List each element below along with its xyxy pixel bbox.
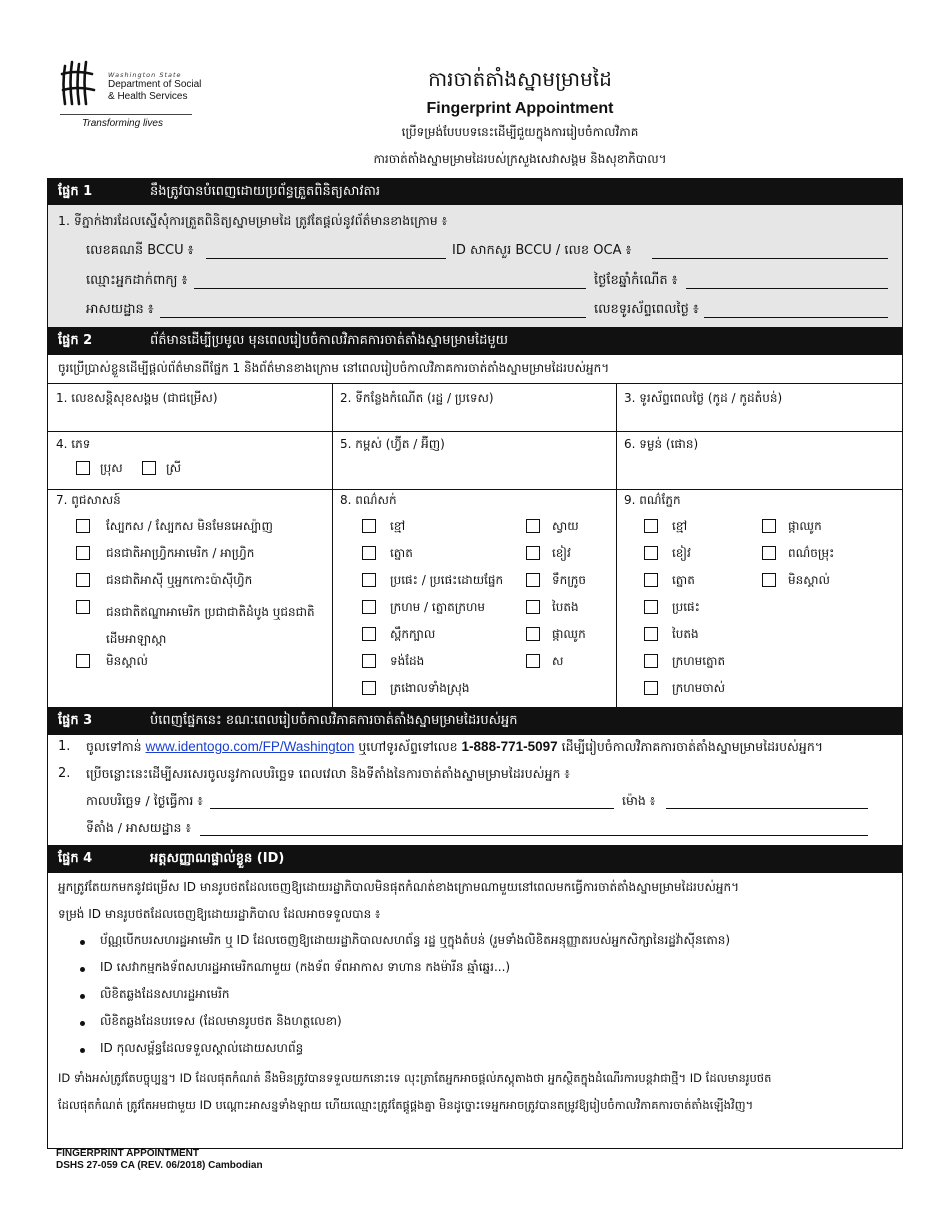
race-option: ជនជាតិឥណ្ឌាអាមេរិក ប្រជាជាតិដំបូង ឬជនជាតិដើមអាឡាស្កា [106, 605, 315, 646]
divider [48, 383, 902, 384]
eye-option: ខ្មៅ [672, 519, 688, 533]
time-label: ម៉ោង ៖ [622, 793, 656, 808]
step-1-post: ដើម្បីរៀបចំកាលវិភាគការចាត់តាំងស្នាមម្រាមដៃរបស់អ្នក។ [561, 739, 824, 754]
logo-divider [60, 114, 192, 115]
location-label: ទីតាំង / អាសយដ្ឋាន ៖ [86, 820, 191, 835]
bullet-icon [80, 994, 85, 999]
sex-female-checkbox[interactable] [142, 461, 156, 475]
page-title-en: Fingerprint Appointment [426, 100, 614, 117]
race-option: ស្បែកស / ស្បែកស មិនមែនអេស្ប៉ាញ [106, 519, 273, 533]
applicant-name-field[interactable] [194, 273, 586, 289]
bccu-account-field[interactable] [206, 243, 446, 259]
section-3-heading: បំពេញផ្នែកនេះ ខណៈពេលរៀបចំកាលវិភាគការចាត់តាំងស្នាមម្រាមដៃរបស់អ្នក [150, 712, 518, 728]
id-closing-line-2: ដែលផុតកំណត់ ត្រូវតែអមជាមួយ ID បណ្ដោះអាសន្នទាំងឡាយ ហើយឈ្មោះត្រូវតែផ្គូផ្គងគ្នា មិនដូច្នោះទេអ្នកអាចត្រូវបានតម្រូវឱ្យរៀបចំកាលវិភាគការចាត់តាំងឡើងវិញ។ [58, 1098, 754, 1112]
section-2-instruction: ចូរប្រើប្រាស់ខ្លួនដើម្បីផ្តល់ព័ត៌មានពីផ្នែក 1 និងព័ត៌មានខាងក្រោម នៅពេលរៀបចំកាលវិភាគការចាត់តាំងស្នាមម្រាមដៃរបស់អ្នក។ [58, 361, 610, 375]
hair-checkbox[interactable] [362, 600, 376, 614]
hair-checkbox[interactable] [526, 654, 540, 668]
race-checkbox[interactable] [76, 600, 90, 614]
section-2-heading: ព័ត៌មានដើម្បីប្រមូល មុនពេលរៀបចំកាលវិភាគការចាត់តាំងស្នាមម្រាមដៃមួយ [150, 332, 508, 348]
divider [616, 383, 617, 707]
height-label: 5. កម្ពស់ (ហ្វ៊ីត / អ៊ីញ) [340, 437, 445, 451]
time-field[interactable] [666, 793, 868, 809]
bccu-id-label: ID សាកសួរ BCCU / លេខ OCA ៖ [452, 243, 632, 258]
section-1-header [48, 179, 902, 205]
logo-dept-line1: Department of Social [108, 79, 202, 91]
bullet-icon [80, 1048, 85, 1053]
eye-checkbox[interactable] [762, 519, 776, 533]
logo-tagline: Transforming lives [82, 118, 163, 129]
hair-checkbox[interactable] [526, 600, 540, 614]
step-1-text [86, 739, 823, 758]
phone-field[interactable] [704, 302, 888, 318]
hair-checkbox[interactable] [362, 681, 376, 695]
dshs-logo-text [108, 72, 201, 102]
birthdate-field[interactable] [686, 273, 888, 289]
race-checkbox[interactable] [76, 654, 90, 668]
eye-checkbox[interactable] [644, 600, 658, 614]
eye-option: ខៀវ [672, 546, 691, 560]
id-type-item: ID កុលសម្ព័ន្ធដែលទទួលស្គាល់ដោយសហព័ន្ធ [100, 1041, 304, 1055]
sex-label: 4. ភេទ [56, 437, 91, 451]
hair-checkbox[interactable] [362, 627, 376, 641]
birthplace-label: 2. ទីកន្លែងកំណើត (រដ្ឋ / ប្រទេស) [340, 391, 494, 405]
hair-option: ទង់ដែង [390, 654, 425, 668]
location-field[interactable] [200, 820, 868, 836]
bullet-icon [80, 1021, 85, 1026]
address-label: អាសយដ្ឋាន ៖ [86, 302, 154, 317]
eye-checkbox[interactable] [644, 654, 658, 668]
hair-option: ស្ពឹកក្បាល [390, 627, 436, 641]
sex-female-label: ស្រី [166, 461, 181, 475]
race-checkbox[interactable] [76, 519, 90, 533]
appointment-form [47, 178, 903, 1149]
hair-option: ប្រផេះ / ប្រផេះដោយផ្នែក [390, 573, 504, 587]
eye-checkbox[interactable] [644, 546, 658, 560]
hair-checkbox[interactable] [362, 573, 376, 587]
hair-checkbox[interactable] [526, 573, 540, 587]
race-checkbox[interactable] [76, 573, 90, 587]
id-type-item: លិខិតឆ្លងដែនសហរដ្ឋអាមេរិក [100, 987, 230, 1001]
eye-option: ប្រផេះ [672, 600, 700, 614]
eye-checkbox[interactable] [644, 573, 658, 587]
eye-option: មិនស្គាល់ [788, 573, 830, 587]
section-1-label: ផ្នែក 1 [58, 183, 93, 199]
hair-checkbox[interactable] [526, 627, 540, 641]
eye-option: ត្នោត [672, 573, 695, 587]
hair-checkbox[interactable] [362, 519, 376, 533]
id-type-item: លិខិតឆ្លងដែនបរទេស (ដែលមានរូបថត និងហត្ថលេខា) [100, 1014, 342, 1028]
eye-option: ក្រហមត្នោត [672, 654, 726, 668]
footer-title: FINGERPRINT APPOINTMENT [56, 1148, 199, 1159]
step-1-number: 1. [58, 739, 71, 754]
hair-checkbox[interactable] [362, 654, 376, 668]
form-footer [56, 1148, 263, 1172]
date-label: កាលបរិច្ឆេទ / ថ្ងៃធ្វើការ ៖ [86, 793, 203, 808]
section-1-heading: នឹងត្រូវបានបំពេញដោយប្រព័ន្ធត្រួតពិនិត្យសាវតារ [150, 183, 381, 199]
eye-checkbox[interactable] [762, 573, 776, 587]
section-2-header [48, 327, 902, 355]
id-intro: អ្នកត្រូវតែយកមកនូវជម្រើស ID មានរូបថតដែលចេញឱ្យដោយរដ្ឋាភិបាលមិនផុតកំណត់ខាងក្រោមណាមួយនៅពេលមកធ្វើការចាត់តាំងស្នាមម្រាមដៃរបស់អ្នក។ [58, 880, 740, 894]
applicant-name-label: ឈ្មោះអ្នកដាក់ពាក្យ ៖ [86, 273, 188, 288]
footer-form-number: DSHS 27-059 CA (REV. 06/2018) Cambodian [56, 1160, 263, 1171]
id-type-item: ID សេវាកម្មកងទ័ពសហរដ្ឋអាមេរិកណាមួយ (កងទ័ព ទ័ពអាកាស ទាហាន កងម៉ារីន ឆ្មាំឆ្នេរ...) [100, 960, 511, 974]
hair-option: ផ្កាឈូក [552, 627, 586, 641]
step-2-number: 2. [58, 766, 71, 781]
id-types-intro: ទម្រង់ ID មានរូបថតដែលចេញឱ្យដោយរដ្ឋាភិបាល ដែលអាចទទួលបាន ៖ [58, 907, 381, 921]
eye-option: ពណ៌ចម្រុះ [788, 546, 835, 560]
eye-color-label: 9. ពណ៌ភ្នែក [624, 493, 681, 507]
race-option: ជនជាតិអាហ្វ្រិកអាមេរិក / អាហ្វ្រិក [106, 546, 255, 560]
eye-option: ក្រហមចាស់ [672, 681, 726, 695]
hair-option: ត្រងោលទាំងស្រុង [390, 681, 470, 695]
bullet-icon [80, 967, 85, 972]
divider [332, 383, 333, 707]
section-4-heading: អត្តសញ្ញាណផ្ទាល់ខ្លួន (ID) [150, 850, 285, 866]
section-3-header [48, 707, 902, 735]
step-2-text: ប្រើចន្លោះនេះដើម្បីសរសេរចូលនូវកាលបរិច្ឆេទ ពេលវេលា និងទីតាំងនៃការចាត់តាំងស្នាមម្រាមដៃរបស់អ្នក ៖ [86, 766, 570, 781]
hair-option: ស្វាយ [552, 519, 579, 533]
step-1-mid: ឬហៅទូរស័ព្ទទៅលេខ [358, 739, 458, 754]
section-2-label: ផ្នែក 2 [58, 332, 93, 348]
hair-checkbox[interactable] [526, 546, 540, 560]
hair-option: បៃតង [552, 600, 579, 614]
ssn-label: 1. លេខសន្តិសុខសង្គម (ជាជម្រើស) [56, 391, 218, 405]
bullet-icon [80, 940, 85, 945]
identogo-link[interactable]: www.identogo.com/FP/Washington [145, 739, 355, 754]
race-option: មិនស្គាល់ [106, 654, 148, 668]
bccu-account-label: លេខគណនី BCCU ៖ [86, 243, 194, 258]
hair-option: ស [552, 654, 564, 668]
id-closing-line-1: ID ទាំងអស់ត្រូវតែបច្ចុប្បន្ន។ ID ដែលផុតកំណត់ នឹងមិនត្រូវបានទទួលយកនោះទេ លុះត្រាតែអ្នកអាចផ្តល់ភស្តុតាងថា អ្នកស្ថិតក្នុងដំណើរការបន្តវាជាថ្មី។ ID ដែលមានរូបថត [58, 1071, 772, 1085]
identogo-phone: 1-888-771-5097 [461, 739, 558, 754]
race-checkbox[interactable] [76, 546, 90, 560]
step-1-pre: ចូលទៅកាន់ [86, 739, 142, 754]
logo-dept-line2: & Health Services [108, 90, 188, 102]
section-1-instruction: 1. ទីភ្នាក់ងារដែលស្នើសុំការត្រួតពិនិត្យស្នាមម្រាមដៃ ត្រូវតែផ្តល់នូវព័ត៌មានខាងក្រោម ៖ [58, 213, 448, 228]
eye-checkbox[interactable] [762, 546, 776, 560]
birthdate-label: ថ្ងៃខែឆ្នាំកំណើត ៖ [594, 273, 678, 288]
eye-checkbox[interactable] [644, 681, 658, 695]
eye-option: ផ្កាឈូក [788, 519, 822, 533]
eye-option: បៃតង [672, 627, 699, 641]
page-subtitle-2: ការចាត់តាំងស្នាមម្រាមដៃរបស់ក្រសួងសេវាសង្គម និងសុខាភិបាល។ [373, 152, 667, 166]
hair-option: ខៀវ [552, 546, 571, 560]
id-type-item: ប័ណ្ណបើកបរសហរដ្ឋអាមេរិក ឬ ID ដែលចេញឱ្យដោយរដ្ឋាភិបាលសហព័ន្ធ រដ្ឋ ឬក្នុងតំបន់ (រួមទាំងលិខិតអនុញ្ញាតរបស់អ្នកសិក្សានៃរដ្ឋវ៉ាស៊ីនតោន) [100, 933, 731, 947]
eye-checkbox[interactable] [644, 519, 658, 533]
page-title-km: ការចាត់តាំងស្នាមម្រាមដៃ [428, 67, 612, 91]
sex-male-checkbox[interactable] [76, 461, 90, 475]
day-phone-label: 3. ទូរស័ព្ទពេលថ្ងៃ (កូដ / កូដតំបន់) [624, 391, 783, 405]
eye-checkbox[interactable] [644, 627, 658, 641]
dshs-logo-icon [60, 60, 96, 108]
hair-color-label: 8. ពណ៌សក់ [340, 493, 397, 507]
hair-checkbox[interactable] [526, 519, 540, 533]
hair-option: ក្រហម / ត្នោតក្រហម [390, 600, 485, 614]
hair-option: ទឹកក្រូច [552, 573, 587, 587]
divider [48, 431, 902, 432]
address-field[interactable] [160, 302, 586, 318]
phone-label: លេខទូរស័ព្ទពេលថ្ងៃ ៖ [594, 302, 699, 317]
hair-option: ត្នោត [390, 546, 413, 560]
race-option: ជនជាតិអាស៊ី ឬអ្នកកោះប៉ាស៊ីហ្វិក [106, 573, 253, 587]
section-3-label: ផ្នែក 3 [58, 712, 93, 728]
weight-label: 6. ទម្ងន់ (ផោន) [624, 437, 699, 451]
logo-state: Washington State [108, 71, 182, 79]
page-subtitle-1: ប្រើទម្រង់បែបបទនេះដើម្បីជួយក្នុងការរៀបចំកាលវិភាគ [401, 125, 639, 139]
section-4-header [48, 845, 902, 873]
hair-checkbox[interactable] [362, 546, 376, 560]
race-label: 7. ពូជសាសន៍ [56, 493, 121, 507]
hair-option: ខ្មៅ [390, 519, 406, 533]
bccu-id-field[interactable] [652, 243, 888, 259]
sex-male-label: ប្រុស [100, 461, 123, 475]
divider [48, 489, 902, 490]
date-field[interactable] [210, 793, 614, 809]
section-4-label: ផ្នែក 4 [58, 850, 93, 866]
